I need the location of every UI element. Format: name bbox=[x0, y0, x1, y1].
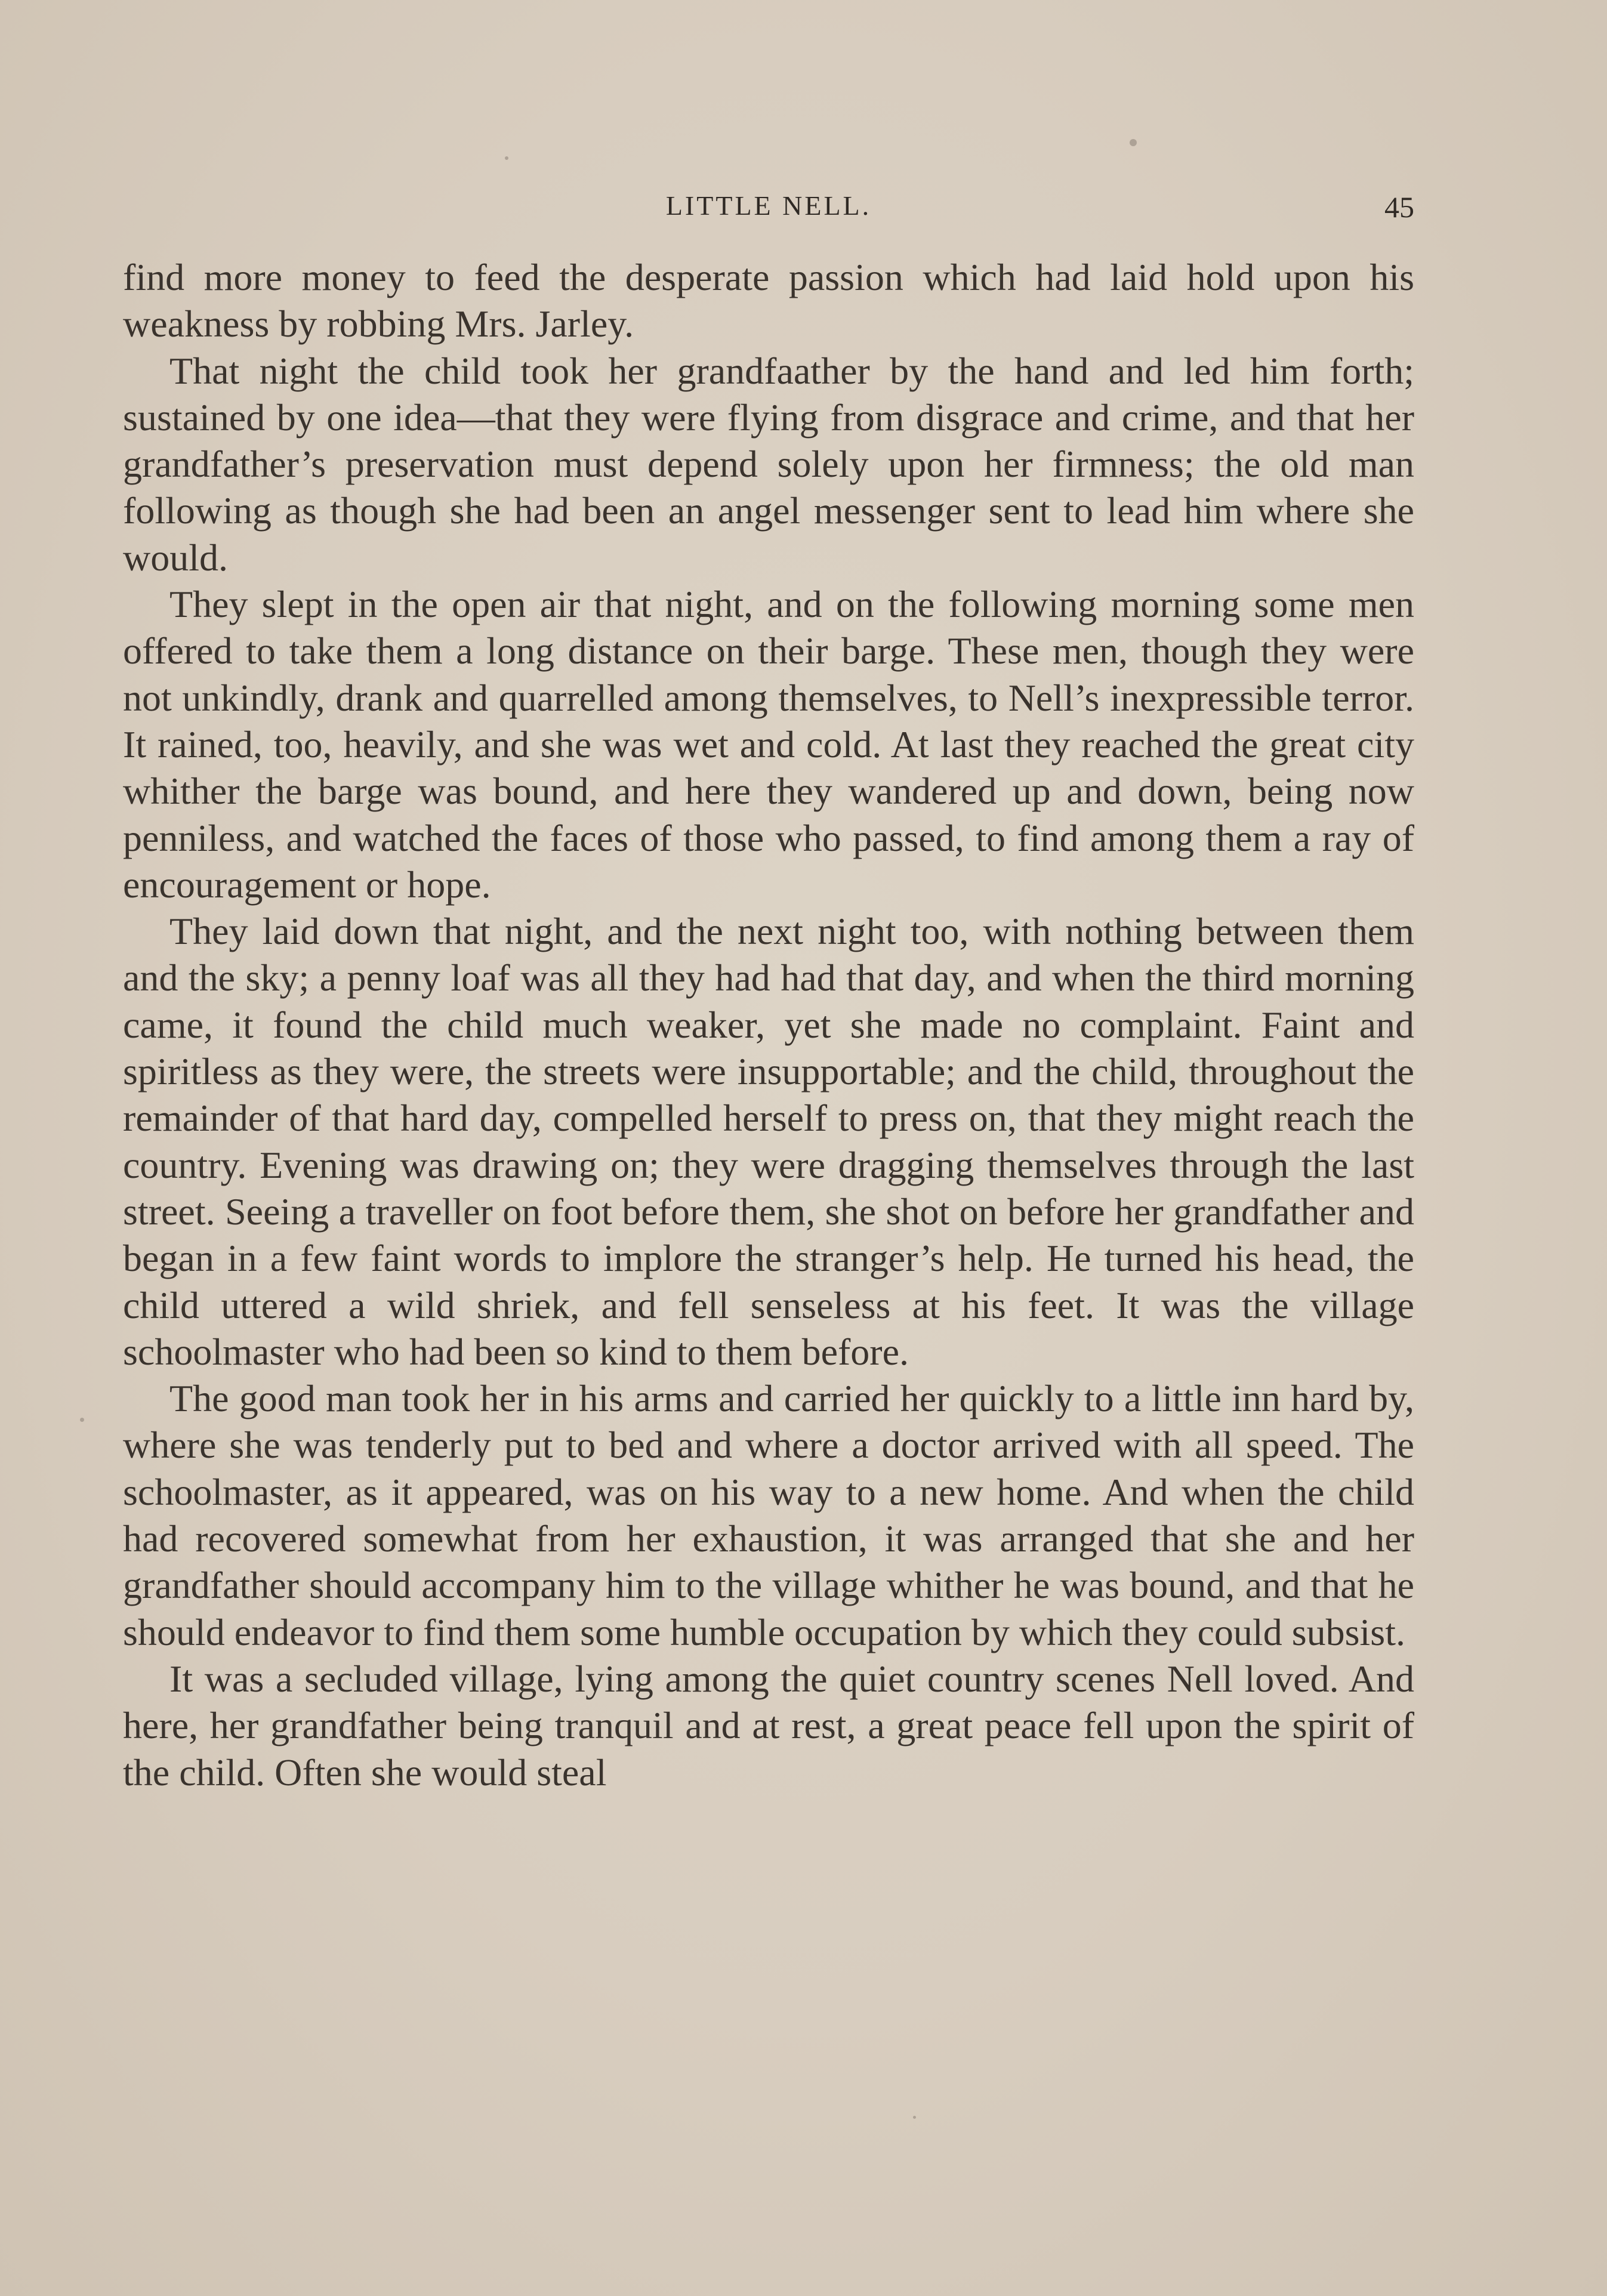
paper-speck bbox=[80, 1418, 84, 1422]
paragraph-barge: They slept in the open air that night, and on the following morning some men offered to take them a long distance on their barge. These men, though they were not unkindly, drank and quarrelled among themselves, to Nell’s inexpressible terror. It rained, too, heavily, and she was wet and cold. At last they reached the great city whither the barge was bound, and here they wandered up and down, being now penniless, and watched the faces of those who passed, to find among them a ray of encouragement or hope. bbox=[123, 583, 1414, 906]
page-number: 45 bbox=[1384, 190, 1414, 224]
paper-speck bbox=[913, 2116, 916, 2119]
body-text bbox=[123, 254, 1414, 1796]
paper-speck bbox=[1130, 139, 1137, 146]
paragraph-village: It was a secluded village, lying among the quiet country scenes Nell loved. And here, her grandfather being tranquil and at rest, a great peace fell upon the spirit of the child. Often she would steal bbox=[123, 1657, 1414, 1794]
paragraph-night-departure: That night the child took her grandfaather by the hand and led him forth; sustained by one idea—that they were flying from disgrace and crime, and that her grandfather’s preservation must depend solely upon her firmness; the old man following as though she had been an angel messenger sent to lead him where she would. bbox=[123, 349, 1414, 579]
paragraph-schoolmaster-found: They laid down that night, and the next night too, with nothing between them and the sky; a penny loaf was all they had had that day, and when the third morning came, it found the child much weaker, yet she made no complaint. Faint and spiritless as they were, the streets were insupportable; and the child, throughout the remainder of that hard day, compelled herself to press on, that they might reach the country. Evening was drawing on; they were dragging themselves through the last street. Seeing a traveller on foot before them, she shot on before her grandfather and began in a few faint words to implore the stranger’s help. He turned his head, the child uttered a wild shriek, and fell senseless at his feet. It was the village schoolmaster who had been so kind to them before. bbox=[123, 910, 1414, 1373]
page-header bbox=[123, 190, 1414, 226]
running-title: LITTLE NELL. bbox=[665, 190, 872, 221]
paragraph-continued: find more money to feed the desperate passion which had laid hold upon his weakness by robbing Mrs. Jarley. bbox=[123, 256, 1414, 345]
paragraph-inn: The good man took her in his arms and carried her quickly to a little inn hard by, where she was tenderly put to bed and where a doctor arrived with all speed. The schoolmaster, as it appeared, was on his way to a new home. And when the child had recovered somewhat from her exhaustion, it was arranged that she and her grandfather should accompany him to the village whither he was bound, and that he should endeavor to find them some humble occupation by which they could subsist. bbox=[123, 1377, 1414, 1653]
paper-speck bbox=[505, 156, 508, 160]
